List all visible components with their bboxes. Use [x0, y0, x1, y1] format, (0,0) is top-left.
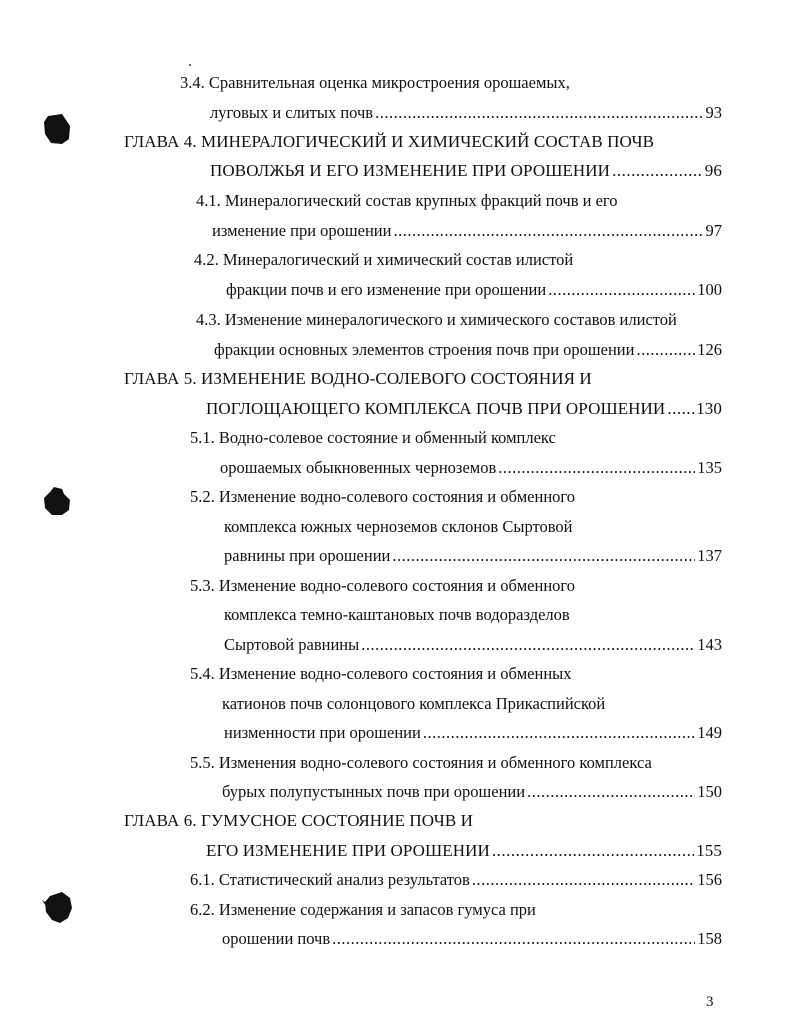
toc-page-number: 158 — [697, 929, 722, 948]
toc-chapter-title: ГЛАВА 4. МИНЕРАЛОГИЧЕСКИЙ И ХИМИЧЕСКИЙ СОСТАВ ПОЧВ — [124, 132, 655, 151]
toc-line — [180, 71, 570, 95]
toc-entry-text: комплекса темно-каштановых почв водоразделов — [224, 605, 570, 624]
dot-leader — [393, 219, 703, 243]
toc-chapter-line — [206, 839, 722, 863]
toc-chapter-line — [124, 367, 592, 391]
toc-line — [224, 721, 722, 745]
toc-entry-text: 4.1. Минералогический состав крупных фракций почв и его — [196, 191, 618, 210]
toc-entry-text: орошаемых обыкновенных черноземов — [220, 458, 497, 477]
toc-entry-text: равнины при орошении — [224, 546, 391, 565]
toc-page-number: 126 — [697, 340, 722, 359]
toc-entry-text: 5.4. Изменение водно-солевого состояния и обменных — [190, 664, 572, 683]
toc-entry-text: изменение при орошении — [212, 221, 392, 240]
toc-chapter-line — [210, 159, 722, 183]
toc-line — [194, 248, 573, 272]
toc-chapter-title: ГЛАВА 6. ГУМУСНОЕ СОСТОЯНИЕ ПОЧВ И — [124, 811, 474, 830]
toc-entry-text: 4.2. Минералогический и химический состав илистой — [194, 250, 574, 269]
toc-page-number: 149 — [697, 723, 722, 742]
toc-entry-text: фракции почв и его изменение при орошении — [226, 280, 547, 299]
toc-page-number: 96 — [704, 161, 722, 180]
dot-leader — [375, 101, 703, 125]
toc-line — [224, 544, 722, 568]
toc-page-number: 156 — [697, 870, 722, 889]
toc-line — [220, 456, 722, 480]
toc-line — [222, 692, 605, 716]
toc-line — [190, 574, 575, 598]
dot-leader — [527, 780, 695, 804]
toc-entry-text: 4.3. Изменение минералогического и химического составов илистой — [196, 310, 677, 329]
toc-entry-text: 3.4. Сравнительная оценка микростроения орошаемых, — [180, 73, 570, 92]
toc-entry-text: 5.5. Изменения водно-солевого состояния и обменного комплекса — [190, 753, 652, 772]
toc-page-number: 130 — [696, 399, 722, 418]
toc-line — [222, 780, 722, 804]
dot-leader — [612, 159, 703, 183]
toc-line — [222, 927, 722, 951]
page-number: 3 — [706, 994, 714, 1010]
toc-chapter-title: ПОГЛОЩАЮЩЕГО КОМПЛЕКСА ПОЧВ ПРИ ОРОШЕНИИ — [206, 399, 666, 418]
punch-hole-mark-3 — [42, 890, 74, 924]
toc-page-number: 143 — [697, 635, 722, 654]
speck-mark — [189, 64, 191, 66]
toc-entry-text: луговых и слитых почв — [210, 103, 374, 122]
toc-line — [190, 868, 722, 892]
toc-entry-text: 5.3. Изменение водно-солевого состояния и обменного — [190, 576, 576, 595]
toc-line — [190, 751, 652, 775]
toc-page-number: 150 — [697, 782, 722, 801]
toc-line — [190, 485, 575, 509]
dot-leader — [392, 544, 695, 568]
toc-line — [196, 189, 618, 213]
toc-line — [210, 101, 722, 125]
toc-entry-text: фракции основных элементов строения почв при орошении — [214, 340, 635, 359]
toc-line — [196, 308, 677, 332]
toc-chapter-line — [124, 809, 473, 833]
dot-leader — [361, 633, 695, 657]
toc-line — [212, 219, 722, 243]
toc-line — [224, 633, 722, 657]
toc-page-number: 93 — [705, 103, 722, 122]
toc-line — [190, 898, 536, 922]
dot-leader — [636, 338, 695, 362]
toc-entry-text: 6.1. Статистический анализ результатов — [190, 870, 470, 889]
punch-hole-mark-1 — [42, 112, 72, 146]
toc-entry-text: орошении почв — [222, 929, 331, 948]
toc-chapter-line — [124, 130, 654, 154]
toc-page-number: 135 — [697, 458, 722, 477]
dot-leader — [332, 927, 695, 951]
dot-leader — [423, 721, 695, 745]
toc-line — [224, 603, 570, 627]
toc-page-number: 97 — [705, 221, 722, 240]
toc-line — [214, 338, 722, 362]
toc-page-number: 100 — [697, 280, 722, 299]
dot-leader — [548, 278, 695, 302]
toc-chapter-line — [206, 397, 722, 421]
toc-line — [226, 278, 722, 302]
toc-page-number: 155 — [696, 841, 722, 860]
toc-entry-text: комплекса южных черноземов склонов Сыртовой — [224, 517, 573, 536]
toc-chapter-title: ЕГО ИЗМЕНЕНИЕ ПРИ ОРОШЕНИИ — [206, 841, 490, 860]
toc-entry-text: низменности при орошении — [224, 723, 421, 742]
toc-chapter-title: ГЛАВА 5. ИЗМЕНЕНИЕ ВОДНО-СОЛЕВОГО СОСТОЯНИЯ И — [124, 369, 592, 388]
toc-line — [224, 515, 572, 539]
toc-entry-text: бурых полупустынных почв при орошении — [222, 782, 526, 801]
dot-leader — [498, 456, 695, 480]
dot-leader — [472, 868, 695, 892]
toc-line — [190, 662, 572, 686]
toc-entry-text: 6.2. Изменение содержания и запасов гумуса при — [190, 900, 536, 919]
toc-chapter-title: ПОВОЛЖЬЯ И ЕГО ИЗМЕНЕНИЕ ПРИ ОРОШЕНИИ — [210, 161, 611, 180]
toc-line — [190, 426, 556, 450]
dot-leader — [492, 839, 694, 863]
toc-entry-text: катионов почв солонцового комплекса Прикаспийской — [222, 694, 606, 713]
punch-hole-mark-2 — [42, 484, 72, 518]
toc-entry-text: Сыртовой равнины — [224, 635, 360, 654]
toc-entry-text: 5.2. Изменение водно-солевого состояния и обменного — [190, 487, 576, 506]
toc-page-number: 137 — [697, 546, 722, 565]
toc-entry-text: 5.1. Водно-солевое состояние и обменный комплекс — [190, 428, 556, 447]
dot-leader — [667, 397, 694, 421]
